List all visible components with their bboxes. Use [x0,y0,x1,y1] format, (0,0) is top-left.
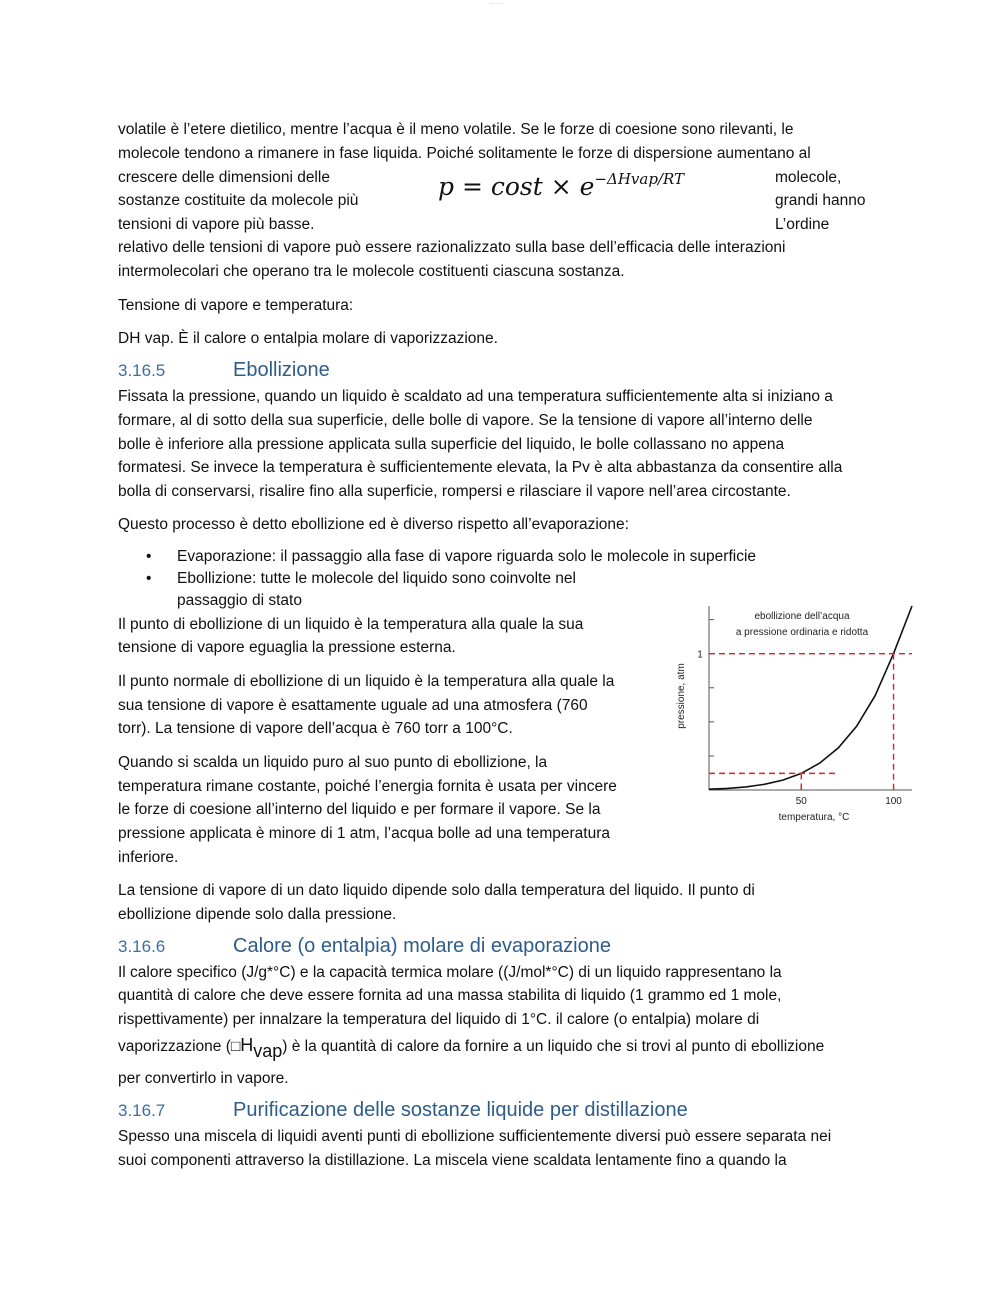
text-line: formare, al di sotto della sua superficie, delle bolle di vapore. Se la tensione di vapore all’interno delle [118,412,813,429]
text-line: Quando si scalda un liquido puro al suo punto di ebollizione, la [118,754,548,771]
chart-subtitle: a pressione ordinaria e ridotta [735,627,869,638]
chart-title: ebollizione dell’acqua [754,611,850,622]
vapor-pressure-formula [438,170,684,201]
intro-line: L’ordine [775,216,830,233]
section-title: Purificazione delle sostanze liquide per distillazione [233,1099,688,1121]
intro-line: molecole tendono a rimanere in fase liquida. Poiché solitamente le forze di dispersione aumentano al [118,145,811,162]
intro-line: sostanze costituite da molecole più [118,192,359,209]
section-title: Calore (o entalpia) molare di evaporazione [233,935,611,957]
text-line: formatesi. Se invece la temperatura è sufficientemente elevata, la Pv è alta abbastanza da consentire alla [118,459,843,476]
text-line: Spesso una miscela di liquidi aventi punti di ebollizione sufficientemente diversi può essere separata nei [118,1128,832,1145]
intro-line: grandi hanno [775,192,866,209]
intro-line: molecole, [775,169,842,186]
boiling-chart [672,596,920,832]
intro-line: crescere delle dimensioni delle [118,169,330,186]
text-line: le forze di coesione all’interno del liquido e per formare il vapore. Se la [118,801,601,818]
process-line: Questo processo è detto ebollizione ed è diverso rispetto all’evaporazione: [118,516,629,533]
list-item [118,546,798,568]
header-mark: — — — [490,0,505,5]
section-heading-ebollizione [118,359,330,382]
section-number: 3.16.7 [118,1101,166,1120]
text-line: tensione di vapore eguaglia la pressione esterna. [118,639,456,656]
section-title: Ebollizione [233,359,330,381]
y-tick-label: 1 [697,649,703,661]
missing-glyph-box: □ [230,1038,241,1055]
text-line: ebollizione dipende solo dalla pressione. [118,906,397,923]
tension-temp-label: Tensione di vapore e temperatura: [118,297,354,314]
text-line: pressione applicata è minore di 1 atm, l’acqua bolle ad una temperatura [118,825,610,842]
text-line [118,1034,824,1063]
text-fragment: H [240,1035,254,1055]
text-line: temperatura rimane costante, poiché l’energia fornita è usata per vincere [118,778,617,795]
formula-base: p = cost × e [438,172,595,201]
text-fragment: ) è la quantità di calore da fornire a un liquido che si trovi al punto di ebollizione [282,1038,825,1055]
section-number: 3.16.5 [118,361,166,380]
list-item-text: Ebollizione: tutte le molecole del liquido sono coinvolte nel [177,570,576,587]
text-line: quantità di calore che deve essere fornita ad una massa stabilita di liquido (1 grammo ed 1 mole, [118,987,782,1004]
bullet-dot: • [146,570,152,587]
subscript-vap: vap [253,1041,283,1061]
section-number: 3.16.6 [118,937,166,956]
text-line: La tensione di vapore di un dato liquido dipende solo dalla temperatura del liquido. Il punto di [118,882,755,899]
text-line: Fissata la pressione, quando un liquido è scaldato ad una temperatura sufficientemente alta si iniziano a [118,388,833,405]
text-line: suoi componenti attraverso la distillazione. La miscela viene scaldata lentamente fino a quando la [118,1152,787,1169]
text-line: torr). La tensione di vapore dell’acqua è 760 torr a 100°C. [118,720,513,737]
section-heading-calore [118,935,611,958]
intro-line: intermolecolari che operano tra le molecole costituenti ciascuna sostanza. [118,263,625,280]
text-line: bolle è inferiore alla pressione applicata sulla superficie del liquido, le bolle collassano no appena [118,436,785,453]
text-line: inferiore. [118,849,179,866]
intro-line: relativo delle tensioni di vapore può essere razionalizzato sulla base dell’efficacia delle interazioni [118,239,786,256]
text-line: sua tensione di vapore è esattamente uguale ad una atmosfera (760 [118,697,588,714]
x-axis-label: temperatura, °C [778,812,850,823]
text-line: bolla di conservarsi, risalire fino alla superficie, rompersi e rilasciare il vapore nell’area circostante. [118,483,791,500]
list-item-text: passaggio di stato [177,592,302,609]
intro-line: volatile è l’etere dietilico, mentre l’acqua è il meno volatile. Se le forze di coesione sono rilevanti, le [118,121,794,138]
text-line: Il punto normale di ebollizione di un liquido è la temperatura alla quale la [118,673,615,690]
text-line: per convertirlo in vapore. [118,1070,289,1087]
y-axis-label: pressione, atm [676,663,687,729]
x-tick-label: 50 [795,796,807,807]
bullet-dot: • [146,548,152,565]
dh-line: DH vap. È il calore o entalpia molare di vaporizzazione. [118,330,498,347]
x-tick-label: 100 [885,796,902,807]
section-heading-distillazione [118,1099,688,1122]
intro-line: tensioni di vapore più basse. [118,216,315,233]
formula-exponent: −ΔHvap/RT [594,170,685,188]
text-line: rispettivamente) per innalzare la temperatura del liquido di 1°C. il calore (o entalpia) molare di [118,1011,760,1028]
text-line: Il calore specifico (J/g*°C) e la capacità termica molare ((J/mol*°C) di un liquido rappresentano la [118,964,782,981]
text-fragment: vaporizzazione ( [118,1038,231,1055]
text-line: Il punto di ebollizione di un liquido è la temperatura alla quale la sua [118,616,584,633]
list-item-text: Evaporazione: il passaggio alla fase di vapore riguarda solo le molecole in superficie [177,548,757,565]
